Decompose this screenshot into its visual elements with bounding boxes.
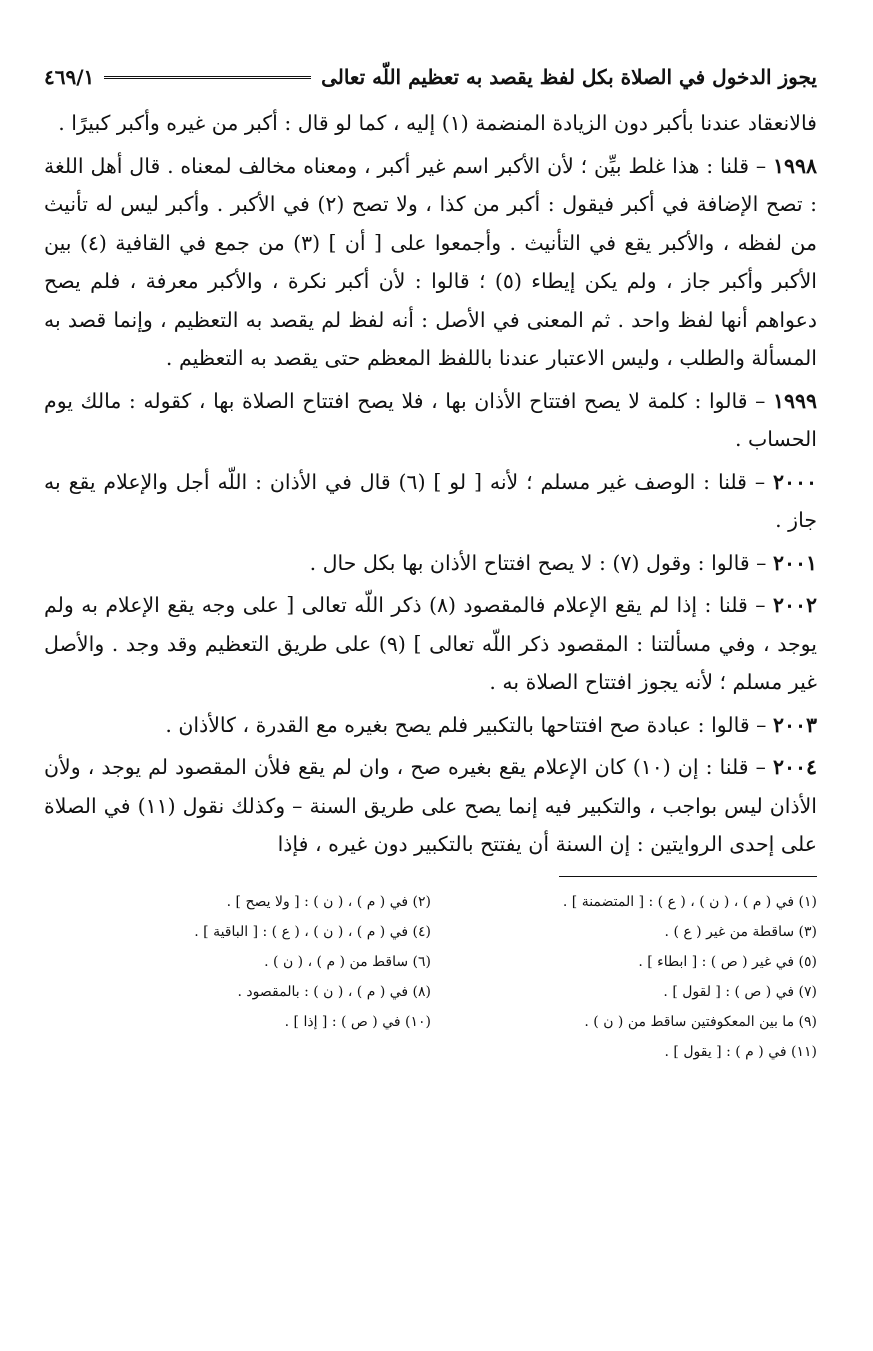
footnote: (٤) في ( م ) ، ( ن ) ، ( ع ) : [ الباقية ] . [194,923,431,940]
running-header [44,58,817,96]
footnote: (٩) ما بين المعكوفتين ساقط من ( ن ) . [584,1013,817,1030]
paragraph-text: – قلنا : هذا غلط بيِّن ؛ لأن الأكبر اسم غير أكبر ، ومعناه مخالف لمعناه . قال أهل اللغة : تصح الإضافة في أكبر فيقول : أكبر من كذا ، ولا تصح (٢) في الأكبر . وأكبر ليس له تأنيث من لفظه ، والأكبر يقع في التأنيث . وأجمعوا على [ أن ] (٣) من جمع في القافية (٤) بين الأكبر وأكبر جاز ، ولم يكن إيطاء (٥) ؛ قالوا : لأن أكبر نكرة ، والأكبر معرفة ، فلم يصح دعواهم أنها لفظ واحد . ثم المعنى في الأصل : أنه لفظ لم يقصد به التعظيم ، وإنما قصد به المسألة والطلب ، وليس الاعتبار عندنا باللفظ المعظم حتى يقصد به التعظيم . [44,153,817,370]
footnotes [44,887,817,1067]
paragraph-text: – قالوا : عبادة صح افتتاحها بالتكبير فلم يصح بغيره مع القدرة ، كالأذان . [165,712,773,737]
footnote: (١١) في ( م ) : [ يقول ] . [664,1043,817,1060]
paragraph [44,706,817,745]
footnote: (٦) ساقط من ( م ) ، ( ن ) . [264,953,431,970]
footnote: (٢) في ( م ) ، ( ن ) : [ ولا يصح ] . [226,893,431,910]
paragraph-text: – قالوا : وقول (٧) : لا يصح افتتاح الأذان بها بكل حال . [309,550,773,575]
footnote: (٨) في ( م ) ، ( ن ) : بالمقصود . [237,983,431,1000]
paragraph-number: ٢٠٠٠ [772,469,817,494]
paragraph [44,748,817,864]
footnote: (١٠) في ( ص ) : [ إذا ] . [284,1013,431,1030]
paragraph-number: ١٩٩٩ [772,388,817,413]
header-rule [104,76,311,79]
paragraph-text: – قلنا : إن (١٠) كان الإعلام يقع بغيره صح ، وان لم يقع فلأن المقصود لم يوجد ، ولأن الأذان ليس بواجب ، والتكبير فيه إنما يصح على طريق السنة – وكذلك نقول (١١) في الصلاة على إحدى الروايتين : إن السنة أن يفتتح بالتكبير دون غيره ، فإذا [44,755,817,856]
paragraph [44,104,817,143]
footnote-separator [559,876,817,877]
paragraph-number: ١٩٩٨ [772,153,817,178]
paragraph-number: ٢٠٠٢ [772,593,817,617]
paragraph [44,544,817,583]
paragraph-number: ٢٠٠٣ [772,712,817,737]
paragraph-number: ٢٠٠٤ [772,755,817,779]
body-text [44,104,817,864]
paragraph-number: ٢٠٠١ [772,550,817,575]
footnote: (٧) في ( ص ) : [ لقول ] . [663,983,817,1000]
paragraph-text: – قلنا : الوصف غير مسلم ؛ لأنه [ لو ] (٦) قال في الأذان : اللّه أجل والإعلام يقع به جاز . [44,469,817,532]
paragraph [44,382,817,459]
page-number: ٤٦٩/١ [44,65,95,89]
header-title: يجوز الدخول في الصلاة بكل لفظ يقصد به تعظيم اللّه تعالى [321,65,817,89]
footnote: (١) في ( م ) ، ( ن ) ، ( ع ) : [ المتضمنة ] . [562,893,817,910]
paragraph-text: – قالوا : كلمة لا يصح افتتاح الأذان بها ، فلا يصح افتتاح الصلاة بها ، كقوله : مالك يوم الحساب . [44,388,817,451]
footnote: (٣) ساقطة من غير ( ع ) . [664,923,817,940]
paragraph-text: – قلنا : إذا لم يقع الإعلام فالمقصود (٨) ذكر اللّه تعالى [ على وجه يقع الإعلام به ولم يوجد ، وفي مسألتنا : المقصود ذكر اللّه تعالى ] (٩) على طريق التعظيم وقد وجد . والأصل غير مسلم ؛ لأنه يجوز افتتاح الصلاة به . [44,593,817,694]
footnote: (٥) في غير ( ص ) : [ ابطاء ] . [638,953,817,970]
paragraph [44,586,817,702]
paragraph [44,463,817,540]
paragraph-text: فالانعقاد عندنا بأكبر دون الزيادة المنضمة (١) إليه ، كما لو قال : أكبر من غيره وأكبر كبيرًا . [58,111,817,135]
paragraph [44,147,817,378]
